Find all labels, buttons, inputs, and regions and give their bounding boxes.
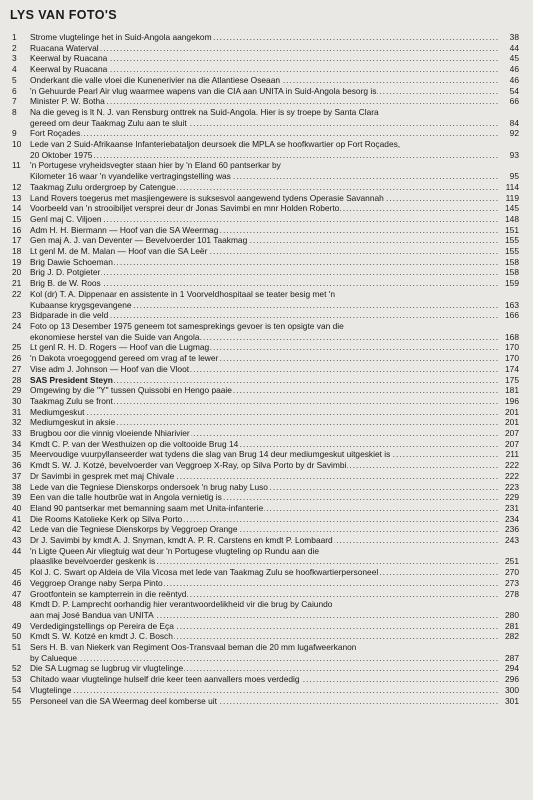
entry-page-number: 54 <box>509 85 519 96</box>
entry-number: 54 <box>12 684 22 695</box>
list-item <box>10 289 519 300</box>
entry-number: 20 <box>12 267 22 278</box>
list-item <box>10 96 519 107</box>
entry-caption: by Calueque <box>30 652 78 663</box>
list-item <box>10 482 519 493</box>
entry-caption: Vise adm J. Johnson — Hoof van die Vloot <box>30 363 190 374</box>
entry-page-number: 294 <box>505 663 519 674</box>
entry-number: 4 <box>12 64 17 75</box>
entry-caption: Taakmag Zulu ordergroep by Catengue <box>30 181 176 192</box>
entry-number: 24 <box>12 320 22 331</box>
entry-caption: Kol (dr) T. A. Dippenaar en assistente in 1 Voorveldhospitaal se teater besig met 'n <box>30 288 335 299</box>
entry-number: 23 <box>12 310 22 321</box>
entry-number: 9 <box>12 128 17 139</box>
entry-caption: Taakmag Zulu se front <box>30 395 113 406</box>
entry-number: 29 <box>12 385 22 396</box>
entry-caption: Een van die talle houtbrûe wat in Angola vernietig is <box>30 492 222 503</box>
entry-page-number: 296 <box>505 674 519 685</box>
entry-number: 43 <box>12 535 22 546</box>
list-item <box>10 182 519 193</box>
entry-caption: Lede van 2 Suid-Afrikaanse Infanteriebataljon deursoek die MPLA se hoofkwartier op Fort Roçades, <box>30 139 401 150</box>
entry-page-number: 181 <box>505 385 519 396</box>
entry-page-number: 234 <box>505 513 519 524</box>
entry-caption: Fort Roçades <box>30 128 81 139</box>
list-item <box>10 535 519 546</box>
entry-caption: Land Rovers toegerus met masjiengewere is suksesvol aangewend tydens Operasie Savannah <box>30 192 384 203</box>
list-item <box>10 32 519 43</box>
list-item <box>10 300 519 311</box>
entry-caption: Kmdt D. P. Lamprecht oorhandig hier verantwoordelikheid vir die brug by Caiundo <box>30 599 333 610</box>
list-item <box>10 118 519 129</box>
entry-page-number: 151 <box>505 224 519 235</box>
list-item <box>10 364 519 375</box>
list-item <box>10 214 519 225</box>
list-item <box>10 653 519 664</box>
list-item <box>10 86 519 97</box>
list-item <box>10 599 519 610</box>
entry-caption: Strome vlugtelinge het in Suid-Angola aangekom <box>30 32 212 42</box>
entry-number: 27 <box>12 363 22 374</box>
list-item <box>10 567 519 578</box>
entry-caption: Mediumgeskut in aksie <box>30 417 116 428</box>
entry-caption: Sers H. B. van Niekerk van Regiment Oos-Transvaal beman die 20 mm lugafweerkanon <box>30 642 357 653</box>
list-item <box>10 160 519 171</box>
list-item <box>10 492 519 503</box>
list-item <box>10 589 519 600</box>
entry-page-number: 273 <box>505 577 519 588</box>
list-item <box>10 53 519 64</box>
entry-page-number: 175 <box>505 374 519 385</box>
entry-caption: Kilometer 16 waar 'n vyandelike vertragingstelling was <box>30 171 231 182</box>
page-title: LYS VAN FOTO'S <box>10 8 117 22</box>
entry-page-number: 280 <box>505 609 519 620</box>
entry-caption: Lede van die Tegniese Dienskorps by Veggroep Orange <box>30 524 238 535</box>
entry-caption: 20 Oktober 1975 <box>30 149 93 160</box>
entry-number: 44 <box>12 545 22 556</box>
entry-caption: 'n Portugese vryheidsvegter staan hier by 'n Eland 60 pantserkar by <box>30 160 281 171</box>
entry-number: 55 <box>12 695 22 706</box>
entry-page-number: 251 <box>505 556 519 567</box>
entry-page-number: 301 <box>505 695 519 706</box>
entry-page-number: 38 <box>509 32 519 42</box>
entry-page-number: 158 <box>505 256 519 267</box>
entry-caption: gereed om deur Taakmag Zulu aan te sluit <box>30 117 187 128</box>
entry-page-number: 207 <box>505 428 519 439</box>
list-item <box>10 75 519 86</box>
entry-page-number: 66 <box>509 96 519 107</box>
entry-page-number: 174 <box>505 363 519 374</box>
list-item <box>10 556 519 567</box>
entry-page-number: 163 <box>505 299 519 310</box>
entry-number: 33 <box>12 428 22 439</box>
entry-number: 35 <box>12 449 22 460</box>
entry-number: 26 <box>12 353 22 364</box>
list-item <box>10 696 519 707</box>
entry-caption: Brig Dawie Schoeman <box>30 256 113 267</box>
entry-page-number: 44 <box>509 42 519 53</box>
entry-caption: Veggroep Orange naby Serpa Pinto <box>30 577 163 588</box>
entry-number: 31 <box>12 406 22 417</box>
entry-caption: Adm H. H. Biermann — Hoof van die SA Weermag <box>30 224 219 235</box>
entry-number: 39 <box>12 492 22 503</box>
entry-number: 30 <box>12 395 22 406</box>
entry-page-number: 148 <box>505 213 519 224</box>
entry-number: 51 <box>12 642 22 653</box>
list-item <box>10 439 519 450</box>
list-item <box>10 610 519 621</box>
entry-caption: Brig B. de W. Roos <box>30 278 101 289</box>
entry-page-number: 119 <box>505 192 519 203</box>
entry-number: 5 <box>12 74 17 85</box>
entry-caption: Eland 90 pantserkar met bemanning saam met Unita-infanterie <box>30 502 264 513</box>
list-item <box>10 193 519 204</box>
entry-number: 25 <box>12 342 22 353</box>
entry-number: 13 <box>12 192 22 203</box>
list-item <box>10 246 519 257</box>
entry-caption: Mediumgeskut <box>30 406 85 417</box>
entry-page-number: 84 <box>509 117 519 128</box>
entry-caption: Lede van die Tegniese Dienskorps ondersoek 'n brug naby Luso <box>30 481 268 492</box>
entry-caption: Lt genl R. H. D. Rogers — Hoof van die Lugmag <box>30 342 210 353</box>
entry-page-number: 46 <box>509 64 519 75</box>
entry-page-number: 158 <box>505 267 519 278</box>
entry-page-number: 145 <box>505 203 519 214</box>
entry-caption: Voorbeeld van 'n strooibiljet versprei deur dr Jonas Savimbi en mnr Holden Roberto <box>30 203 340 214</box>
entry-number: 47 <box>12 588 22 599</box>
entry-number: 34 <box>12 438 22 449</box>
entry-number: 22 <box>12 288 22 299</box>
entry-page-number: 201 <box>505 406 519 417</box>
entry-caption: Ruacana Waterval <box>30 42 99 53</box>
list-item <box>10 64 519 75</box>
entry-page-number: 243 <box>505 535 519 546</box>
entry-page-number: 222 <box>505 460 519 471</box>
photo-list <box>10 32 519 706</box>
list-item <box>10 310 519 321</box>
entry-number: 16 <box>12 224 22 235</box>
entry-caption: Genl maj C. Viljoen <box>30 213 102 224</box>
entry-number: 40 <box>12 502 22 513</box>
entry-caption: Personeel van die SA Weermag deel komberse uit <box>30 695 217 706</box>
entry-page-number: 159 <box>505 278 519 289</box>
entry-number: 14 <box>12 203 22 214</box>
list-item <box>10 139 519 150</box>
entry-page-number: 287 <box>505 652 519 663</box>
entry-page-number: 281 <box>505 620 519 631</box>
entry-page-number: 46 <box>509 74 519 85</box>
entry-page-number: 92 <box>509 128 519 139</box>
entry-caption: Die SA Lugmag se lugbrug vir vlugtelinge <box>30 663 184 674</box>
entry-page-number: 229 <box>505 492 519 503</box>
entry-number: 11 <box>12 160 21 171</box>
entry-number: 19 <box>12 256 22 267</box>
entry-page-number: 114 <box>505 181 519 192</box>
entry-page-number: 201 <box>505 417 519 428</box>
entry-number: 21 <box>12 278 22 289</box>
entry-page-number: 170 <box>505 342 519 353</box>
entry-caption: ekonomiese herstel van die Suide van Angola <box>30 331 200 342</box>
entry-caption: Na die geveg is lt N. J. van Rensburg onttrek na Suid-Angola. Hier is sy troepe by Santa Clara <box>30 106 379 117</box>
entry-caption: Grootfontein se kampterrein in die reëntyd <box>30 588 187 599</box>
entry-page-number: 231 <box>505 502 519 513</box>
list-item <box>10 642 519 653</box>
entry-page-number: 236 <box>505 524 519 535</box>
entry-page-number: 155 <box>505 235 519 246</box>
entry-number: 32 <box>12 417 22 428</box>
list-item <box>10 225 519 236</box>
entry-page-number: 211 <box>505 449 519 460</box>
entry-caption: Die Rooms Katolieke Kerk op Silva Porto <box>30 513 183 524</box>
list-item <box>10 460 519 471</box>
entry-number: 28 <box>12 374 22 385</box>
list-item <box>10 674 519 685</box>
entry-number: 17 <box>12 235 22 246</box>
entry-number: 7 <box>12 96 17 107</box>
entry-caption: Foto op 13 Desember 1975 geneem tot samesprekings gevoer is ten opsigte van die <box>30 320 344 331</box>
entry-caption: Dr Savimbi in gesprek met maj Chivale <box>30 470 175 481</box>
entry-page-number: 222 <box>505 470 519 481</box>
entry-number: 3 <box>12 53 17 64</box>
entry-number: 41 <box>12 513 22 524</box>
list-item <box>10 43 519 54</box>
entry-number: 36 <box>12 460 22 471</box>
entry-number: 37 <box>12 470 22 481</box>
entry-page-number: 207 <box>505 438 519 449</box>
list-item <box>10 332 519 343</box>
list-item <box>10 524 519 535</box>
entry-page-number: 166 <box>505 310 519 321</box>
list-item <box>10 235 519 246</box>
entry-number: 6 <box>12 85 17 96</box>
list-item <box>10 578 519 589</box>
entry-number: 46 <box>12 577 22 588</box>
entry-page-number: 168 <box>505 331 519 342</box>
entry-number: 48 <box>12 599 22 610</box>
entry-caption: Dr J. Savimbi by kmdt A. J. Snyman, kmdt A. P. R. Carstens en kmdt P. Lombaard <box>30 535 333 546</box>
entry-page-number: 45 <box>509 53 519 64</box>
entry-caption: Kmdt S. W. Kotzé en kmdt J. C. Bosch <box>30 631 173 642</box>
entry-number: 10 <box>12 139 22 150</box>
entry-number: 50 <box>12 631 22 642</box>
list-item <box>10 407 519 418</box>
entry-page-number: 270 <box>505 567 519 578</box>
entry-caption: Gen maj A. J. van Deventer — Bevelvoerder 101 Taakmag <box>30 235 248 246</box>
entry-page-number: 93 <box>509 149 519 160</box>
entry-caption: Kol J. C. Swart op Aldeia de Vila Vicosa met lede van Taakmag Zulu se hoofkwartierpersoneel <box>30 567 379 578</box>
entry-number: 45 <box>12 567 22 578</box>
entry-caption: Kubaanse krygsgevangene <box>30 299 132 310</box>
entry-number: 18 <box>12 246 22 257</box>
list-item <box>10 631 519 642</box>
entry-page-number: 170 <box>505 353 519 364</box>
list-item <box>10 128 519 139</box>
entry-caption: Lt genl M. de M. Malan — Hoof van die SA Leër <box>30 246 208 257</box>
entry-number: 2 <box>12 42 17 53</box>
entry-caption: Omgewing by die "Y" tussen Quissobi en Hengo paaie <box>30 385 232 396</box>
entry-page-number: 300 <box>505 684 519 695</box>
list-item <box>10 471 519 482</box>
entry-page-number: 95 <box>509 171 519 182</box>
entry-number: 38 <box>12 481 22 492</box>
list-item <box>10 514 519 525</box>
entry-caption: plaaslike bevelvoerder geskenk is <box>30 556 156 567</box>
entry-caption: Kmdt C. P. van der Westhuizen op die voltooide Brug 14 <box>30 438 239 449</box>
entry-caption: Onderkant die valle vloei die Kunenerivier na die Atlantiese Oseaan <box>30 74 281 85</box>
entry-page-number: 196 <box>505 395 519 406</box>
list-item <box>10 396 519 407</box>
entry-caption: 'n Dakota vroegoggend gereed om vrag af te lewer <box>30 353 219 364</box>
list-item <box>10 449 519 460</box>
entry-caption: Meervoudige vuurpyllanseerder wat tydens die slag van Brug 14 deur mediumgeskut uitgeskiet is <box>30 449 391 460</box>
list-item <box>10 685 519 696</box>
entry-caption: Keerwal by Ruacana <box>30 53 108 64</box>
entry-number: 8 <box>12 106 17 117</box>
list-item <box>10 203 519 214</box>
entry-number: 53 <box>12 674 22 685</box>
list-item <box>10 171 519 182</box>
list-item <box>10 267 519 278</box>
entry-caption: Keerwal by Ruacana <box>30 64 108 75</box>
entry-caption: aan maj José Bandua van UNITA <box>30 609 154 620</box>
entry-caption: Chitado waar vlugtelinge hulself drie keer teen aanvallers moes verdedig <box>30 674 300 685</box>
entry-caption: 'n Ligte Queen Air vliegtuig wat deur 'n Portugese vlugteling op Rundu aan die <box>30 545 320 556</box>
list-item <box>10 546 519 557</box>
entry-page-number: 155 <box>505 246 519 257</box>
entry-caption: Bidparade in die veld <box>30 310 109 321</box>
entry-caption: SAS President Steyn <box>30 374 113 385</box>
list-item <box>10 375 519 386</box>
list-item <box>10 107 519 118</box>
entry-number: 1 <box>12 32 17 42</box>
entry-caption: 'n Gehuurde Pearl Air vlug waarmee wapens van die CIA aan UNITA in Suid-Angola besorg is <box>30 85 377 96</box>
entry-page-number: 278 <box>505 588 519 599</box>
entry-number: 49 <box>12 620 22 631</box>
entry-caption: Kmdt S. W. J. Kotzé, bevelvoerder van Veggroep X-Ray, op Silva Porto by dr Savimbi <box>30 460 347 471</box>
list-item <box>10 278 519 289</box>
list-item <box>10 353 519 364</box>
entry-number: 52 <box>12 663 22 674</box>
entry-caption: Minister P. W. Botha <box>30 96 105 107</box>
list-item <box>10 342 519 353</box>
list-item <box>10 503 519 514</box>
list-item <box>10 257 519 268</box>
entry-number: 15 <box>12 213 22 224</box>
list-item <box>10 150 519 161</box>
list-item <box>10 621 519 632</box>
list-item <box>10 428 519 439</box>
entry-caption: Brugbou oor die vinnig vloeiende Nhiarivier <box>30 428 190 439</box>
entry-caption: Vlugtelinge <box>30 684 72 695</box>
entry-number: 12 <box>12 181 22 192</box>
list-item <box>10 663 519 674</box>
list-item <box>10 385 519 396</box>
list-item <box>10 321 519 332</box>
entry-page-number: 282 <box>505 631 519 642</box>
list-item <box>10 417 519 428</box>
entry-page-number: 223 <box>505 481 519 492</box>
entry-number: 42 <box>12 524 22 535</box>
entry-caption: Brig J. D. Potgieter <box>30 267 101 278</box>
entry-caption: Verdedigingstellings op Pereira de Eça <box>30 620 174 631</box>
